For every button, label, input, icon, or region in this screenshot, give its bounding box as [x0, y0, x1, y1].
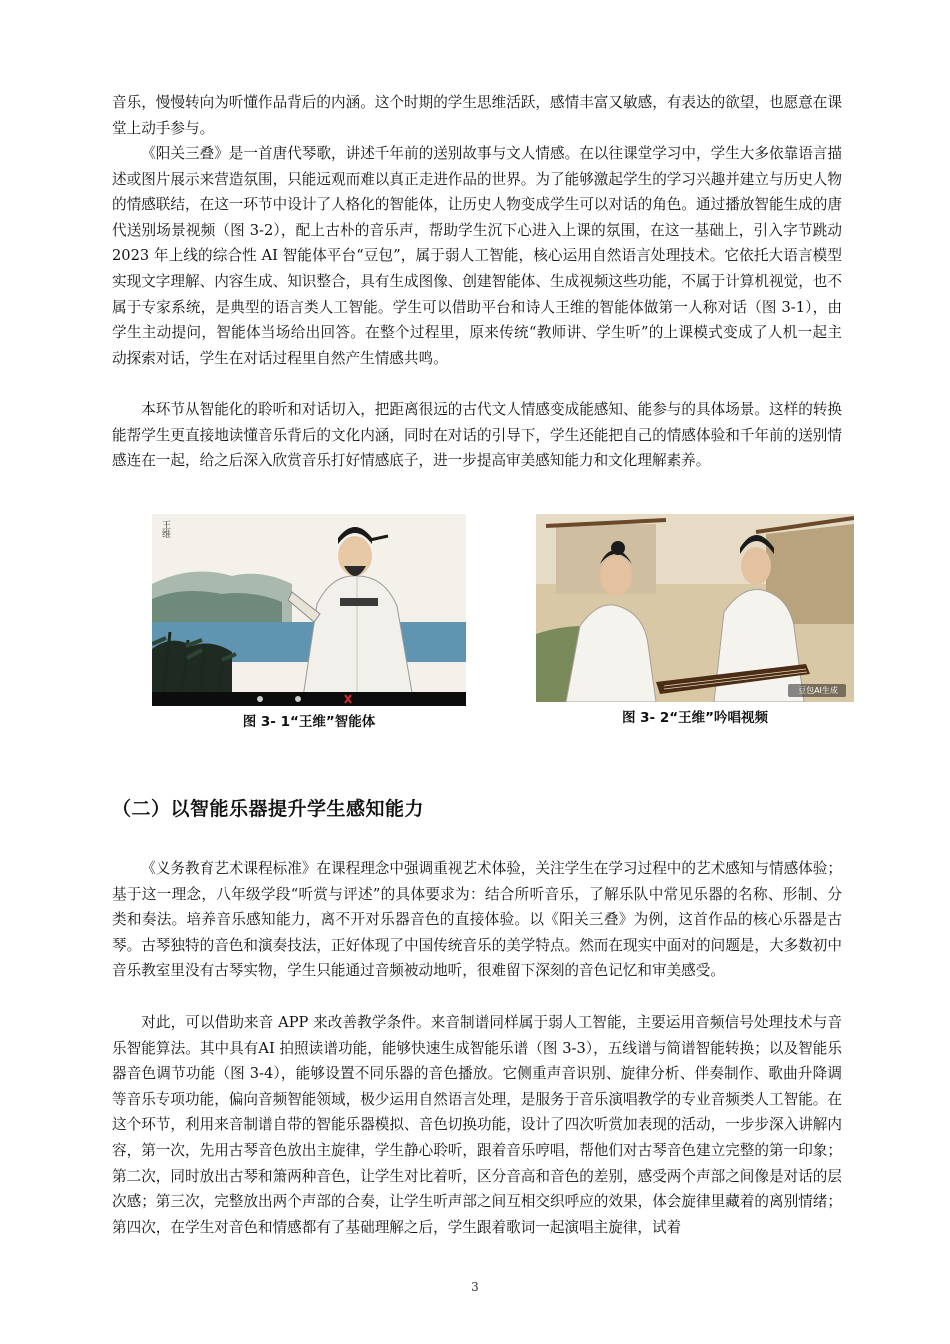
seal-text: 王维 — [160, 520, 170, 538]
wangwei-singing-video-image — [536, 514, 854, 702]
paragraph-intro-continuation: 音乐，慢慢转向为听懂作品背后的内涵。这个时期的学生思维活跃，感情丰富又敏感，有表达的欲望，也愿意在课堂上动手参与。 — [112, 94, 842, 137]
mic-icon — [257, 696, 263, 702]
robe-belt — [340, 598, 378, 606]
paragraph-laiyin-app: 对此，可以借助来音 APP 来改善教学条件。来音制谱同样属于弱人工智能，主要运用音频信号处理技术与音乐智能算法。其中具有AI 拍照读谱功能，能够快速生成智能乐谱（图 3-3），五线谱与简谱智能转换；以及智能乐器音色调节功能（图 3-4），能够设置不同乐器的音色播放。它侧重声音识别、旋律分析、伴奏制作、歌曲升降调等音乐专项功能，偏向音频智能领域，极少运用自然语言处理，是服务于音乐演唱教学的专业音频类人工智能。在这个环节，利用来音制谱自带的智能乐器模拟、音色切换功能，设计了四次听赏加表现的活动，一步步深入讲解内容，第一次，先用古琴音色放出主旋律，学生静心聆听，跟着音乐哼唱，帮他们对古琴音色建立完整的第一印象；第二次，同时放出古琴和箫两种音色，让学生对比着听，区分音高和音色的差别，感受两个声部之间像是对话的层次感；第三次，完整放出两个声部的合奏，让学生听声部之间互相交织呼应的效果，体会旋律里藏着的离别情绪；第四次，在学生对音色和情感都有了基础理解之后，学生跟着歌词一起演唱主旋律，试着 — [112, 1014, 842, 1236]
singing-scene — [536, 514, 854, 702]
video-control-bar — [152, 692, 466, 706]
camera-icon — [295, 696, 301, 702]
figure-3-1-caption: 图 3- 1“王维”智能体 — [242, 714, 376, 730]
right-figure-face — [741, 547, 771, 585]
paragraph-yangguan-intro: 《阳关三叠》是一首唐代琴歌，讲述千年前的送别故事与文人情感。在以往课堂学习中，学生大多依靠语言描述或图片展示来营造氛围，只能远观而难以真正走进作品的世界。为了能够激起学生的学习兴趣并建立与历史人物的情感联结，在这一环节中设计了人格化的智能体，让历史人物变成学生可以对话的角色。通过播放智能生成的唐代送别场景视频（图 3-2），配上古朴的音乐声，帮助学生沉下心进入上课的氛围，在这一基础上，引入字节跳动 2023 年上线的综合性 AI 智能体平台“豆包”，属于弱人工智能，核心运用自然语言处理技术。它依托大语言模型实现文字理解、内容生成、知识整合，具有生成图像、创建智能体、生成视频这些功能，不属于计算机视觉，也不属于专家系统，是典型的语言类人工智能。学生可以借助平台和诗人王维的智能体做第一人称对话（图 3-1），由学生主动提问，智能体当场给出回答。在整个过程里，原来传统“教师讲、学生听”的上课模式变成了人机一起主动探索对话，学生在对话过程里自然产生情感共鸣。 — [112, 145, 842, 367]
paragraph-curriculum-standard: 《义务教育艺术课程标准》在课程理念中强调重视艺术体验，关注学生在学习过程中的艺术感知与情感体验；基于这一理念，八年级学段“听赏与评述”的具体要求为：结合所听音乐，了解乐队中常见乐器的名称、形制、分类和奏法。培养音乐感知能力，离不开对乐器音色的直接体验。以《阳关三叠》为例，这首作品的核心乐器是古琴。古琴独特的音色和演奏技法，正好体现了中国传统音乐的美学特点。然而在现实中面对的问题是，大多数初中音乐教室里没有古琴实物，学生只能通过音频被动地听，很难留下深刻的音色记忆和审美感受。 — [112, 860, 842, 980]
figure-3-2-caption: 图 3- 2“王维”吟唱视频 — [621, 710, 769, 726]
paragraph-section-summary: 本环节从智能化的聆听和对话切入，把距离很远的古代文人情感变成能感知、能参与的具体场景。这样的转换能帮学生更直接地读懂音乐背后的文化内涵，同时在对话的引导下，学生还能把自己的情感体验和千年前的送别情感连在一起，给之后深入欣赏音乐打好情感底子，进一步提高审美感知能力和文化理解素养。 — [112, 401, 842, 470]
left-figure-face — [600, 556, 632, 596]
seal-stamp — [160, 520, 170, 538]
ai-watermark: 豆包AI生成 — [798, 686, 838, 695]
wangwei-painting — [152, 514, 466, 706]
page-number: 3 — [471, 1280, 479, 1294]
figure-3-2 — [536, 514, 854, 730]
section-heading: （二）以智能乐器提升学生感知能力 — [112, 798, 425, 820]
wangwei-agent-image — [152, 514, 466, 706]
figure-3-1 — [152, 514, 466, 730]
